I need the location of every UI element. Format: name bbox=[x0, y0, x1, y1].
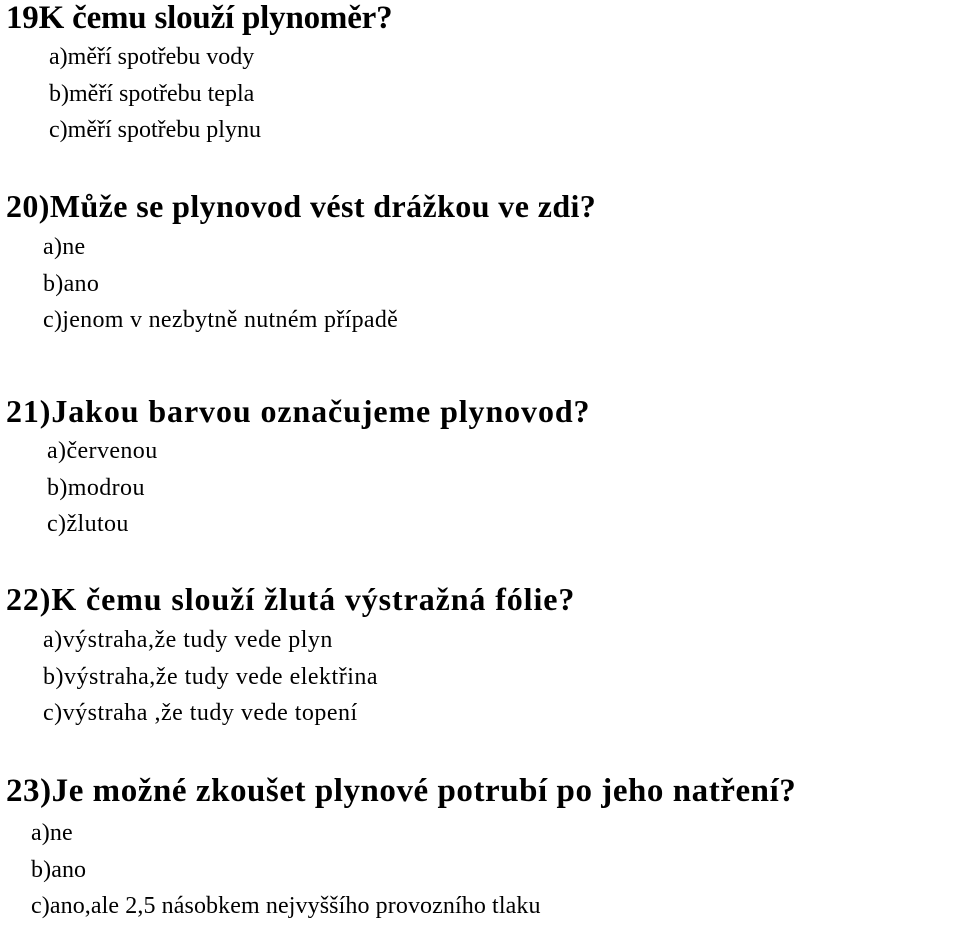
answer-option-a: a)ne bbox=[43, 234, 86, 260]
answer-option-b: b)měří spotřebu tepla bbox=[49, 81, 255, 107]
question-title: 19K čemu slouží plynoměr? bbox=[6, 0, 393, 36]
answer-option-c: c)měří spotřebu plynu bbox=[49, 117, 261, 143]
question-title: 22)K čemu slouží žlutá výstražná fólie? bbox=[6, 581, 576, 617]
answer-option-b: b)ano bbox=[43, 271, 100, 297]
answer-option-a: a)ne bbox=[31, 820, 73, 846]
answer-option-a: a)výstraha,že tudy vede plyn bbox=[43, 627, 333, 653]
answer-option-b: b)výstraha,že tudy vede elektřina bbox=[43, 664, 379, 690]
answer-option-b: b)ano bbox=[31, 857, 87, 883]
question-title: 20)Může se plynovod vést drážkou ve zdi? bbox=[6, 188, 597, 224]
answer-option-a: a)měří spotřebu vody bbox=[49, 44, 255, 70]
answer-option-c: c)žlutou bbox=[47, 511, 129, 537]
answer-option-a: a)červenou bbox=[47, 438, 158, 464]
question-title: 21)Jakou barvou označujeme plynovod? bbox=[6, 393, 591, 429]
answer-option-c: c)ano,ale 2,5 násobkem nejvyššího provozního tlaku bbox=[31, 893, 541, 919]
question-title: 23)Je možné zkoušet plynové potrubí po jeho natření? bbox=[6, 773, 797, 809]
answer-option-c: c)výstraha ,že tudy vede topení bbox=[43, 700, 358, 726]
answer-option-c: c)jenom v nezbytně nutném případě bbox=[43, 307, 399, 333]
answer-option-b: b)modrou bbox=[47, 475, 145, 501]
